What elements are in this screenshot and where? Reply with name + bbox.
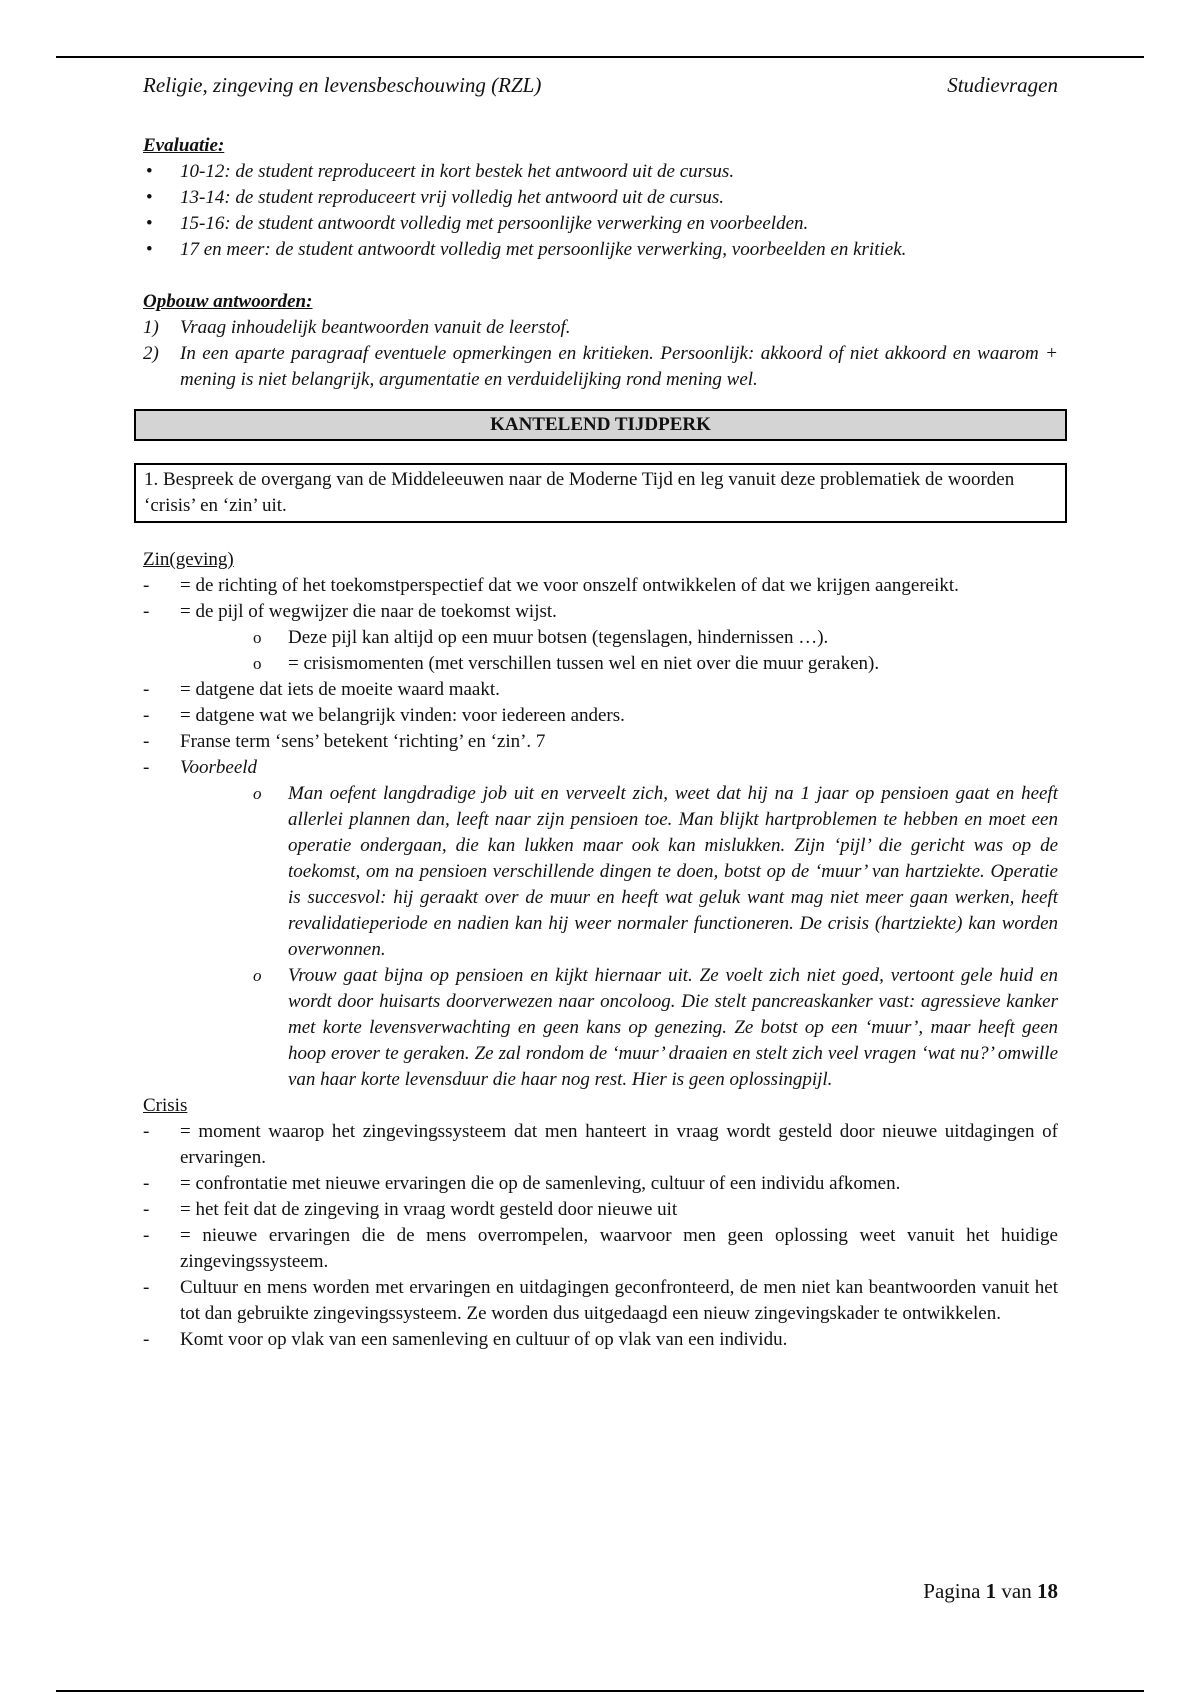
list-item: - Franse term ‘sens’ betekent ‘richting’ en ‘zin’. 7 (143, 731, 546, 752)
list-item: - = datgene dat iets de moeite waard maakt. (143, 679, 500, 700)
footer-page-number: 1 (985, 1579, 997, 1603)
list-item: • 13-14: de student reproduceert vrij volledig het antwoord uit de cursus. (143, 185, 1058, 211)
list-item: - Komt voor op vlak van een samenleving en cultuur of op vlak van een individu. (143, 1329, 788, 1350)
header-doc-type: Studievragen (947, 73, 1058, 97)
list-item: • 15-16: de student antwoordt volledig met persoonlijke verwerking en voorbeelden. (143, 211, 1058, 237)
bottom-rule (56, 1690, 1144, 1692)
list-item: o Deze pijl kan altijd op een muur botsen (tegenslagen, hindernissen …). (253, 627, 829, 648)
evaluatie-title: Evaluatie: (143, 135, 225, 156)
list-item: 2) In een aparte paragraaf eventuele opmerkingen en kritieken. Persoonlijk: akkoord of niet akkoord en waarom + mening is niet belangrijk, argumentatie en verduidelijking rond mening wel. (143, 343, 1058, 390)
list-item: o Vrouw gaat bijna op pensioen en kijkt hiernaar uit. Ze voelt zich niet goed, vertoont gele huid en wordt door huisarts doorverwezen naar oncoloog. Die stelt pancreaskanker vast: agressieve kanker met korte levensverwachting en geen kans op genezing. Ze botst op een ‘muur’, maar heeft geen hoop erover te geraken. Ze zal rondom de ‘muur’ draaien en stelt zich veel vragen ‘wat nu?’ omwille van haar korte levensduur die haar nog rest. Hier is geen oplossingpijl. (253, 965, 1058, 1090)
footer-middle: van (1001, 1579, 1032, 1603)
page-footer (143, 1578, 1058, 1604)
evaluatie-list (143, 159, 1058, 263)
bullet-marker: • (146, 239, 153, 260)
list-item: - = de pijl of wegwijzer die naar de toekomst wijst. (143, 601, 557, 622)
section-band: KANTELEND TIJDPERK (134, 409, 1067, 441)
voorbeeld-list (143, 781, 1058, 1093)
opbouw-title: Opbouw antwoorden: (143, 291, 313, 312)
crisis-list (143, 1119, 1058, 1353)
footer-prefix: Pagina (923, 1579, 981, 1603)
list-item: • 17 en meer: de student antwoordt volledig met persoonlijke verwerking, voorbeelden en kritiek. (143, 237, 1058, 263)
zin-list (143, 573, 1058, 625)
bullet-marker: • (146, 161, 153, 182)
list-item: - = moment waarop het zingevingssysteem dat men hanteert in vraag wordt gesteld door nieuwe uitdagingen of ervaringen. (143, 1121, 1058, 1168)
list-item: - Voorbeeld (143, 757, 258, 778)
zin-sublist (143, 625, 1058, 677)
list-item: - = de richting of het toekomstperspectief dat we voor onszelf ontwikkelen of dat we krijgen aangereikt. (143, 575, 959, 596)
page-content (143, 70, 1058, 1353)
list-item: o Man oefent langdradige job uit en verveelt zich, weet dat hij na 1 jaar op pensioen gaat en heeft allerlei plannen dan, leeft naar zijn pensioen toe. Man blijkt hartproblemen te hebben en moet een operatie ondergaan, die kan lukken maar ook kan mislukken. Zijn ‘pijl’ die gericht was op de toekomst, om na pensioen verschillende dingen te doen, botst op de ‘muur’ van hartziekte. Operatie is succesvol: hij geraakt over de muur en heeft wat geluk want mag niet meer gaan werken, heeft revalidatieperiode en nadien kan hij weer normaler functioneren. De crisis (hartziekte) kan worden overwonnen. (253, 783, 1058, 960)
top-rule (56, 56, 1144, 58)
list-item: • 10-12: de student reproduceert in kort bestek het antwoord uit de cursus. (143, 159, 1058, 185)
zin-heading: Zin(geving) (143, 549, 234, 570)
list-item: - = confrontatie met nieuwe ervaringen die op de samenleving, cultuur of een individu afkomen. (143, 1173, 901, 1194)
question-box: 1. Bespreek de overgang van de Middeleeuwen naar de Moderne Tijd en leg vanuit deze problematiek de woorden ‘crisis’ en ‘zin’ uit. (134, 463, 1067, 523)
bullet-marker: • (146, 213, 153, 234)
page-header (143, 70, 1058, 100)
list-item: - = het feit dat de zingeving in vraag wordt gesteld door nieuwe uit (143, 1199, 678, 1220)
list-item: - Cultuur en mens worden met ervaringen en uitdagingen geconfronteerd, de men niet kan beantwoorden vanuit het tot dan gebruikte zingevingssysteem. Ze worden dus uitgedaagd een nieuw zingevingskader te ontwikkelen. (143, 1277, 1058, 1324)
list-item: o = crisismomenten (met verschillen tussen wel en niet over die muur geraken). (253, 653, 880, 674)
crisis-heading: Crisis (143, 1095, 188, 1116)
zin-list-continued (143, 677, 1058, 781)
list-item: - = datgene wat we belangrijk vinden: voor iedereen anders. (143, 705, 625, 726)
header-course-title: Religie, zingeving en levensbeschouwing (RZL) (143, 73, 542, 97)
list-item: - = nieuwe ervaringen die de mens overrompelen, waarvoor men geen oplossing weet vanuit het huidige zingevingssysteem. (143, 1225, 1058, 1272)
opbouw-list (143, 315, 1058, 393)
bullet-marker: • (146, 187, 153, 208)
footer-total-pages: 18 (1037, 1579, 1058, 1603)
list-item: 1) Vraag inhoudelijk beantwoorden vanuit de leerstof. (143, 317, 571, 338)
